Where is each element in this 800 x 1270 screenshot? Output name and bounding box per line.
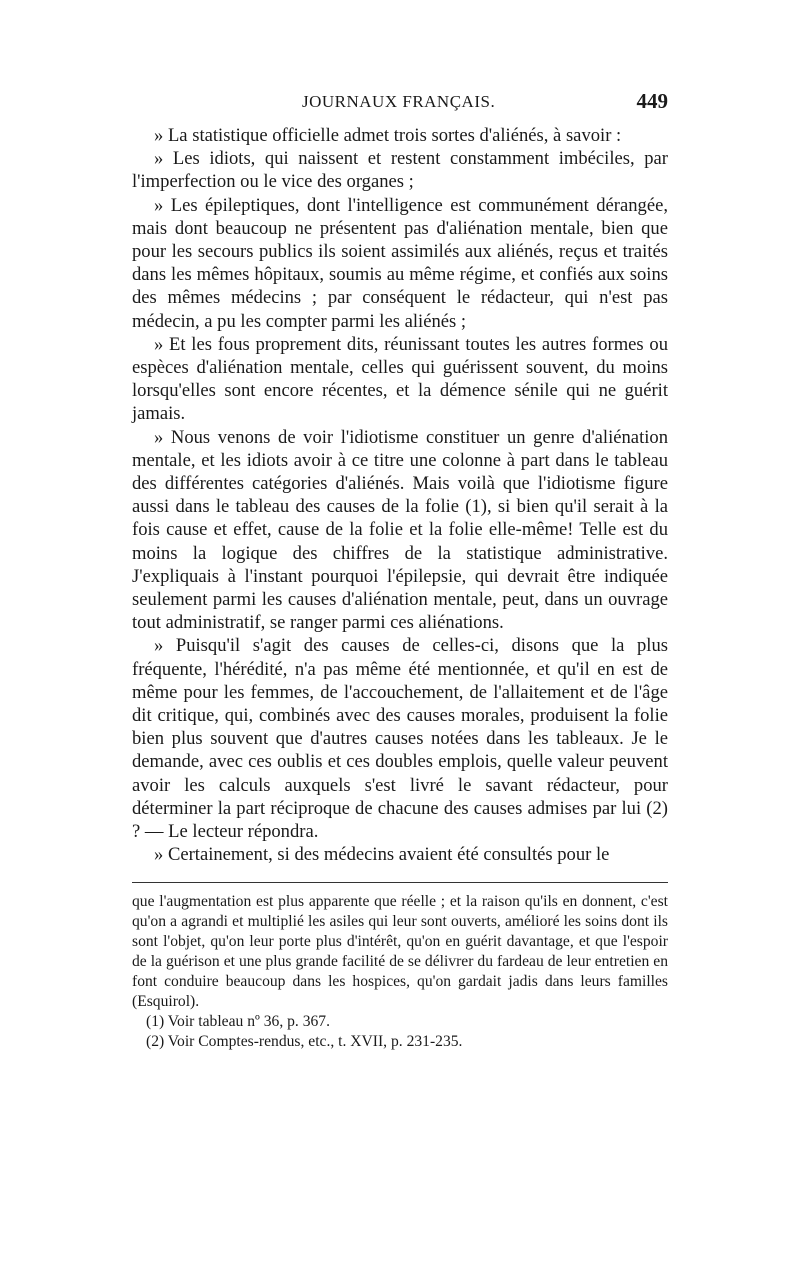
footnote-2: (2) Voir Comptes-rendus, etc., t. XVII, p. 231-235. [146, 1033, 463, 1050]
paragraph: » Puisqu'il s'agit des causes de celles-ci, disons que la plus fréquente, l'hérédité, n'a pas même été mentionnée, et qu'il en est de même pour les femmes, de l'accouchement, de l'allaitement et de l'âge dit critique, qui, combinés avec des causes morales, produisent la folie bien plus souvent que d'autres causes notées dans les tableaux. Je le demande, avec ces oublis et ces doubles emplois, quelle valeur peuvent avoir les calculs auxquels s'est livré le savant rédacteur, pour déterminer la part réciproque de chacune des causes admises par lui (2) ? — Le lecteur répondra. [132, 635, 668, 843]
footnotes [132, 892, 668, 1052]
main-text [132, 124, 668, 867]
footnote-divider [132, 882, 668, 883]
paragraph: » Et les fous proprement dits, réunissant toutes les autres formes ou espèces d'aliénation mentale, celles qui guérissent souvent, du moins lorsqu'elles sont encore récentes, et la démence sénile qui ne guérit jamais. [132, 333, 668, 425]
paragraph: » La statistique officielle admet trois sortes d'aliénés, à savoir : [154, 125, 622, 146]
footnote-1: (1) Voir tableau nº 36, p. 367. [146, 1013, 330, 1030]
running-head [132, 89, 668, 118]
running-title: JOURNAUX FRANÇAIS. [302, 92, 496, 111]
footnote-continuation: que l'augmentation est plus apparente que réelle ; et la raison qu'ils en donnent, c'est qu'on a agrandi et multiplié les asiles qui leur sont ouverts, amélioré les soins dont ils sont l'objet, qu'on leur porte plus d'intérêt, qu'on en guérit davantage, et que l'espoir de la guérison et une plus grande facilité de se délivrer du fardeau de leur entretien en font conduire beaucoup dans les hospices, qu'on gardait jadis dans leurs familles (Esquirol). [132, 893, 668, 1010]
page-number: 449 [636, 89, 668, 113]
paragraph: » Les idiots, qui naissent et restent constamment imbéciles, par l'imperfection ou le vice des organes ; [132, 148, 668, 193]
paragraph: » Nous venons de voir l'idiotisme constituer un genre d'aliénation mentale, et les idiots avoir à ce titre une colonne à part dans le tableau des différentes catégories d'aliénés. Mais voilà que l'idiotisme figure aussi dans le tableau des causes de la folie (1), si bien qu'il serait à la fois cause et effet, cause de la folie et la folie elle-même! Telle est du moins la logique des chiffres de la statistique administrative. J'expliquais à l'instant pourquoi l'épilepsie, qui devrait être indiquée seulement parmi les causes d'aliénation mentale, peut, dans un ouvrage tout administratif, se ranger parmi ces aliénations. [132, 426, 668, 634]
paragraph: » Certainement, si des médecins avaient été consultés pour le [154, 844, 610, 866]
paragraph: » Les épileptiques, dont l'intelligence est communément dérangée, mais dont beaucoup ne présentent pas d'aliénation mentale, bien que pour les secours publics ils soient assimilés aux aliénés, reçus et traités dans les mêmes hôpitaux, soumis au même régime, et confiés aux soins des mêmes médecins ; par conséquent le rédacteur, qui n'est pas médecin, a pu les compter parmi les aliénés ; [132, 194, 668, 332]
